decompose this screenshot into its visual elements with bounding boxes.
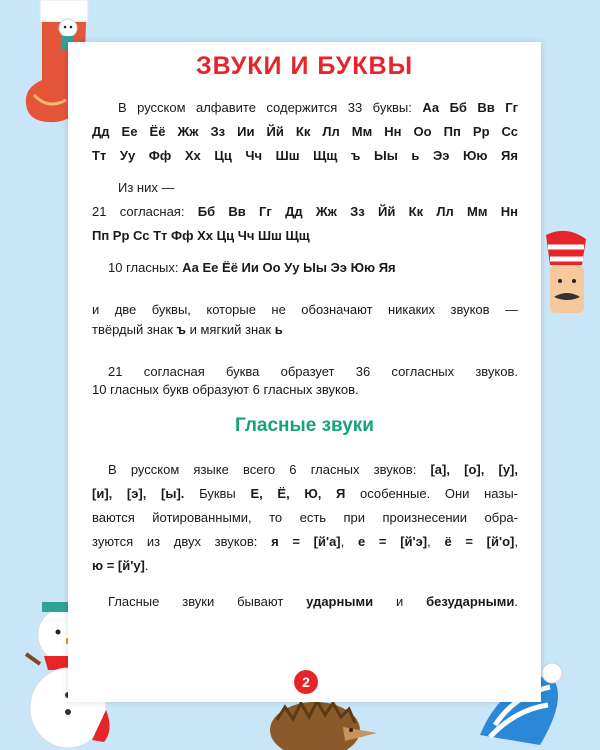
- page-number: 2: [294, 670, 318, 694]
- section-subtitle: Гласные звуки: [235, 415, 374, 436]
- letters-word: Буквы: [199, 486, 236, 501]
- alphabet-letters-1: Аа Бб Вв Гг: [422, 100, 518, 115]
- consonants-label: 21 согласная:: [92, 204, 185, 219]
- summary-line-2: 10 гласных букв образуют 6 гласных звуков.: [92, 382, 359, 397]
- unstressed-word: безударными: [426, 594, 515, 609]
- signs-line-2: [92, 318, 518, 342]
- consonants-lead: [92, 176, 518, 200]
- iotated-pair-yo: ё = [й'о]: [444, 534, 515, 549]
- alphabet-intro: В русском алфавите содержится 33 буквы:: [118, 100, 412, 115]
- vowels-line: [92, 256, 518, 280]
- iotated-pair-ya: я = [й'а]: [271, 534, 341, 549]
- vowel-sounds-list-1: [а], [о], [у],: [430, 462, 518, 477]
- vowel-sounds-line-5: ю = [й'у].: [92, 558, 149, 573]
- stress-text: Гласные звуки бывают: [108, 594, 284, 609]
- alphabet-line-3: Тт Уу Фф Хх Цц Чч Шш Щщ ъ Ыы ь Ээ Юю Яя: [92, 148, 518, 163]
- vowel-sounds-line-1: [92, 458, 518, 482]
- vowel-sounds-intro: В русском языке всего 6 гласных звуков:: [108, 462, 417, 477]
- vowel-sounds-line-2-end: особенные. Они назы-: [360, 486, 518, 501]
- consonants-line-1: [92, 200, 518, 224]
- page-title: ЗВУКИ И БУКВЫ: [195, 52, 414, 80]
- striped-hat-character-illustration: [536, 225, 600, 330]
- consonants-letters-2: Пп Рр Сс Тт Фф Хх Цц Чч Шш Щщ: [92, 228, 310, 243]
- vowel-sounds-line-4-text: зуются из двух звуков:: [92, 534, 258, 549]
- special-letters: Е, Ё, Ю, Я: [250, 486, 346, 501]
- vowels-letters: Аа Ее Ёё Ии Оо Уу Ыы Ээ Юю Яя: [182, 260, 396, 275]
- hard-sign-label: твёрдый знак: [92, 322, 173, 337]
- vowel-sounds-line-3: ваются йотированными, то есть при произнесении обра-: [92, 510, 518, 525]
- alphabet-line-2: Дд Ее Ёё Жж Зз Ии Йй Кк Лл Мм Нн Оо Пп Рр Сс: [92, 124, 518, 139]
- consonants-letters-1: Бб Вв Гг Дд Жж Зз Йй Кк Лл Мм Нн: [197, 204, 518, 219]
- hard-sign: ъ: [176, 322, 186, 337]
- iotated-pair-yu: ю = [й'у]: [92, 558, 145, 573]
- stress-and: и: [395, 594, 404, 609]
- vowels-label: 10 гласных:: [108, 260, 179, 275]
- soft-sign: ь: [274, 322, 283, 337]
- soft-sign-label: и мягкий знак: [189, 322, 272, 337]
- vowel-sounds-list-2: [и], [э], [ы].: [92, 486, 185, 501]
- stress-line: Гласные звуки бывают ударными и безударными.: [108, 594, 518, 609]
- summary-text-1: 21 согласная буква образует 36 согласных звуков.: [108, 364, 518, 379]
- consonants-lead-text: Из них —: [118, 180, 175, 195]
- content-page: [68, 42, 541, 702]
- alphabet-line-1: [92, 96, 518, 120]
- vowel-sounds-line-4: зуются из двух звуков: я = [й'а], е = [й'э], ё = [й'о],: [92, 534, 518, 549]
- vowel-sounds-line-2: [92, 482, 518, 506]
- stressed-word: ударными: [306, 594, 374, 609]
- iotated-pair-ye: е = [й'э]: [357, 534, 428, 549]
- signs-line-1: и две буквы, которые не обозначают никаких звуков —: [92, 302, 518, 317]
